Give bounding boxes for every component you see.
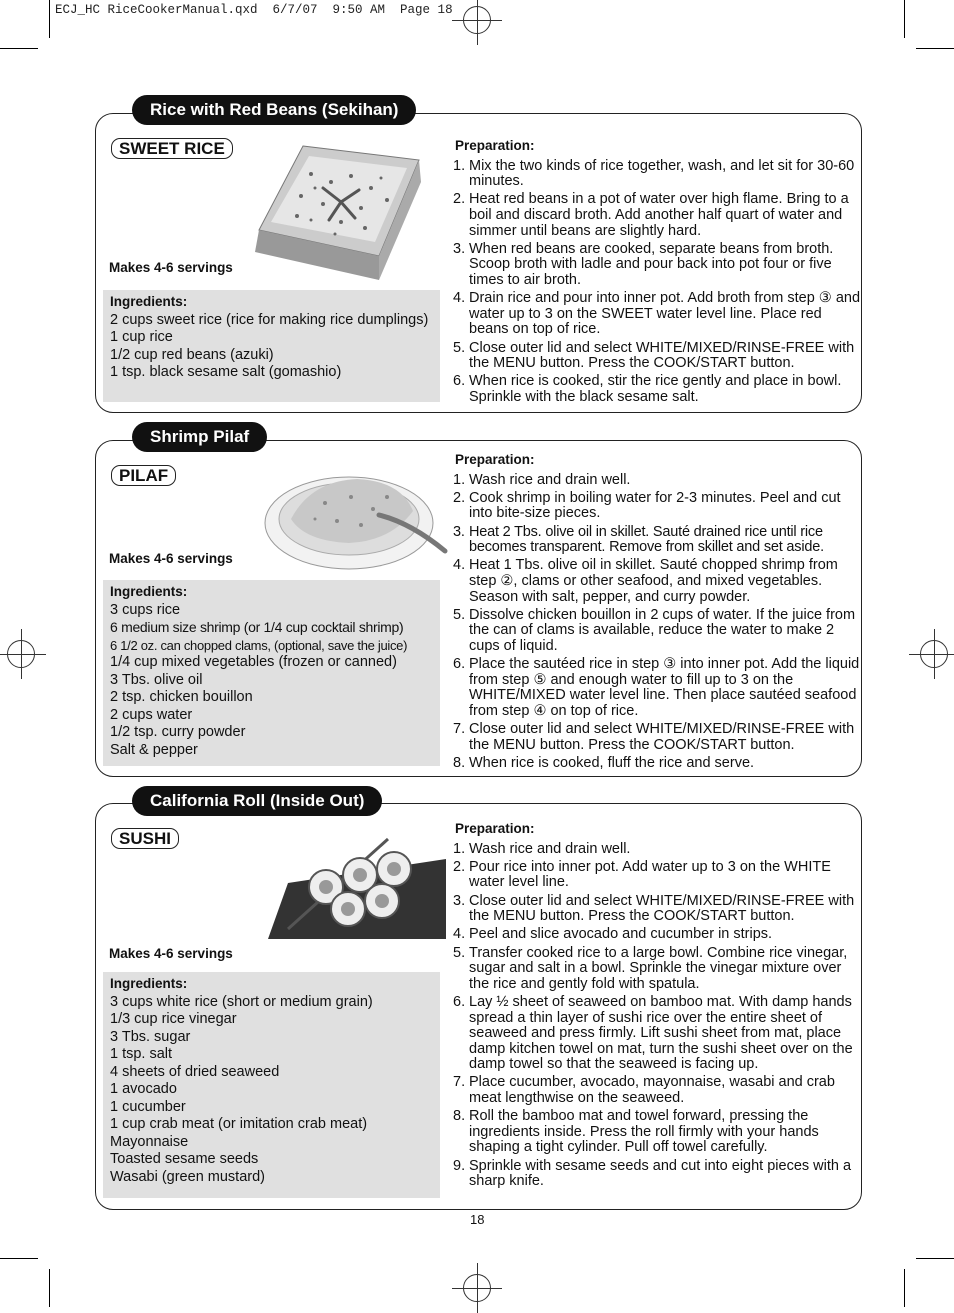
preparation-section bbox=[451, 821, 861, 1192]
preparation-step: 6. When rice is cooked, stir the rice gently and place in bowl. Sprinkle with the black sesame salt. bbox=[453, 373, 842, 405]
preparation-heading: Preparation: bbox=[455, 138, 535, 153]
ingredients-box bbox=[103, 972, 440, 1198]
registration-mark bbox=[463, 6, 491, 34]
ingredient-item: 1 cup crab meat (or imitation crab meat) bbox=[110, 1116, 368, 1132]
crop-mark bbox=[0, 1258, 38, 1259]
preparation-step: 2. Pour rice into inner pot. Add water up to 3 on the WHITE water level line. bbox=[453, 858, 831, 891]
ingredient-item: 6 medium size shrimp (or 1/4 cup cocktail shrimp) bbox=[110, 619, 404, 635]
ingredient-item: Salt & pepper bbox=[110, 741, 198, 758]
preparation-step: 3. Close outer lid and select WHITE/MIXED/RINSE-FREE with the MENU button. Press the COOK/START button. bbox=[453, 892, 855, 925]
preparation-step: 5. Dissolve chicken bouillon in 2 cups of water. If the juice from the can of clams is available, reduce the water to make 2 cups of liquid. bbox=[453, 606, 856, 654]
recipe-title: Rice with Red Beans (Sekihan) bbox=[132, 95, 416, 125]
ingredient-item: 1/4 cup mixed vegetables (frozen or canned) bbox=[110, 654, 397, 670]
crop-mark bbox=[904, 1269, 905, 1307]
preparation-step: 8. Roll the bamboo mat and towel forward, pressing the ingredients inside. Press the roll firmly with your hands shaping a tight cylinder. Pull off towel carefully. bbox=[453, 1108, 819, 1156]
ingredient-item: 1 cup rice bbox=[110, 329, 173, 345]
crop-mark bbox=[0, 48, 38, 49]
ingredients-box bbox=[103, 290, 440, 402]
ingredient-item: Wasabi (green mustard) bbox=[110, 1168, 265, 1185]
servings-label: Makes 4-6 servings bbox=[109, 946, 233, 961]
preparation-step: 7. Place cucumber, avocado, mayonnaise, wasabi and crab meat lengthwise on the seaweed. bbox=[453, 1074, 835, 1107]
recipe-card-shrimp-pilaf bbox=[95, 440, 862, 777]
preparation-step: 7. Close outer lid and select WHITE/MIXED/RINSE-FREE with the MENU button. Press the COOK/START button. bbox=[453, 721, 855, 753]
ingredients-heading: Ingredients: bbox=[110, 976, 188, 991]
registration-mark bbox=[7, 640, 35, 668]
ingredient-item: 3 Tbs. olive oil bbox=[110, 671, 203, 688]
crop-mark bbox=[49, 0, 50, 38]
preparation-section bbox=[451, 138, 861, 408]
preparation-step: 4. Drain rice and pour into inner pot. Add broth from step ③ and water up to 3 on the SWEET water level line. Place red beans on top of rice. bbox=[453, 290, 861, 338]
preparation-step: 8. When rice is cooked, fluff the rice and serve. bbox=[453, 754, 755, 771]
preparation-step: 6. Lay ½ sheet of seaweed on bamboo mat. With damp hands spread a thin layer of sushi rice over the entire sheet of seaweed and press firmly. Lift sushi sheet from mat, place damp kitchen towel on mat, turn the sushi sheet over on the damp towel so that the seaweed is facing up. bbox=[453, 993, 853, 1073]
preparation-step: 2. Cook shrimp in boiling water for 2-3 minutes. Peel and cut into bite-size pieces. bbox=[453, 489, 841, 522]
pilaf-plate-photo bbox=[261, 463, 451, 575]
preparation-heading: Preparation: bbox=[455, 821, 535, 836]
menu-badge: SUSHI bbox=[111, 828, 179, 849]
preparation-step: 3. When red beans are cooked, separate beans from broth. Scoop broth with ladle and pour back into pot four or five times to air broth. bbox=[453, 240, 834, 288]
servings-label: Makes 4-6 servings bbox=[109, 260, 233, 275]
preparation-step: 1. Mix the two kinds of rice together, wash, and let sit for 30-60 minutes. bbox=[453, 157, 855, 190]
sushi-roll-plate-photo bbox=[268, 829, 446, 939]
preparation-heading: Preparation: bbox=[455, 452, 535, 467]
crop-mark bbox=[49, 1269, 50, 1307]
ingredient-item: 3 Tbs. sugar bbox=[110, 1028, 191, 1045]
ingredient-item: 1/3 cup rice vinegar bbox=[110, 1011, 237, 1027]
ingredient-item: 4 sheets of dried seaweed bbox=[110, 1063, 280, 1080]
ingredient-item: Toasted sesame seeds bbox=[110, 1151, 259, 1167]
preparation-step: 6. Place the sautéed rice in step ③ into inner pot. Add the liquid from step ⑤ and enough water to fill up to 3 on the WHITE/MIXED water level line. Then place sautéed seafood from step ④ on top of rice. bbox=[453, 656, 860, 719]
recipe-card-sekihan bbox=[95, 113, 862, 413]
servings-label: Makes 4-6 servings bbox=[109, 551, 233, 566]
preparation-step: 4. Heat 1 Tbs. olive oil in skillet. Sauté chopped shrimp from step ②, clams or other seafood, and mixed vegetables. Season with salt, pepper, and curry powder. bbox=[453, 557, 838, 605]
ingredient-item: 2 tsp. chicken bouillon bbox=[110, 689, 253, 705]
menu-badge: SWEET RICE bbox=[111, 138, 233, 159]
preparation-step: 3. Heat 2 Tbs. olive oil in skillet. Sauté drained rice until rice becomes transparent. Remove from skillet and set aside. bbox=[453, 523, 824, 556]
ingredient-item: 1 tsp. salt bbox=[110, 1046, 173, 1062]
preparation-step: 4. Peel and slice avocado and cucumber in strips. bbox=[453, 926, 773, 943]
ingredient-item: 3 cups rice bbox=[110, 601, 181, 618]
preparation-step: 9. Sprinkle with sesame seeds and cut into eight pieces with a sharp knife. bbox=[453, 1157, 852, 1190]
preparation-step: 1. Wash rice and drain well. bbox=[453, 471, 631, 488]
preparation-step: 5. Transfer cooked rice to a large bowl. Combine rice vinegar, sugar and salt in a bowl. Sprinkle the vinegar mixture over the rice and gently fold with spatula. bbox=[453, 944, 848, 992]
ingredient-item: 1 avocado bbox=[110, 1081, 177, 1097]
registration-mark bbox=[463, 1274, 491, 1302]
page-number: 18 bbox=[470, 1212, 485, 1227]
preparation-step: 5. Close outer lid and select WHITE/MIXED/RINSE-FREE with the MENU button. Press the COOK/START button. bbox=[453, 339, 855, 372]
registration-mark bbox=[920, 640, 948, 668]
crop-mark bbox=[916, 1258, 954, 1259]
ingredient-item: Mayonnaise bbox=[110, 1133, 189, 1150]
preparation-section bbox=[451, 452, 861, 774]
crop-mark bbox=[916, 48, 954, 49]
ingredients-heading: Ingredients: bbox=[110, 294, 188, 309]
sekihan-square-box-photo bbox=[241, 138, 426, 286]
ingredient-item: 1 cucumber bbox=[110, 1098, 186, 1115]
menu-badge: PILAF bbox=[111, 465, 176, 486]
ingredients-box bbox=[103, 580, 440, 766]
preparation-step: 1. Wash rice and drain well. bbox=[453, 840, 631, 857]
recipe-title: Shrimp Pilaf bbox=[132, 422, 267, 452]
ingredients-heading: Ingredients: bbox=[110, 584, 188, 599]
ingredient-item: 3 cups white rice (short or medium grain) bbox=[110, 993, 373, 1010]
ingredient-item: 1/2 cup red beans (azuki) bbox=[110, 346, 274, 363]
crop-mark bbox=[904, 0, 905, 38]
recipe-card-california-roll bbox=[95, 803, 862, 1210]
print-slug: ECJ_HC RiceCookerManual.qxd 6/7/07 9:50 AM Page 18 bbox=[55, 3, 453, 17]
preparation-step: 2. Heat red beans in a pot of water over high flame. Bring to a boil and discard broth. Add another half quart of water and simmer until beans are slightly hard. bbox=[453, 191, 849, 239]
ingredient-item: 6 1/2 oz. can chopped clams, (optional, save the juice) bbox=[110, 637, 408, 653]
ingredient-item: 1 tsp. black sesame salt (gomashio) bbox=[110, 364, 342, 380]
ingredient-item: 2 cups sweet rice (rice for making rice dumplings) bbox=[110, 311, 429, 328]
recipe-title: California Roll (Inside Out) bbox=[132, 786, 382, 816]
ingredient-item: 2 cups water bbox=[110, 706, 193, 723]
ingredient-item: 1/2 tsp. curry powder bbox=[110, 724, 246, 740]
